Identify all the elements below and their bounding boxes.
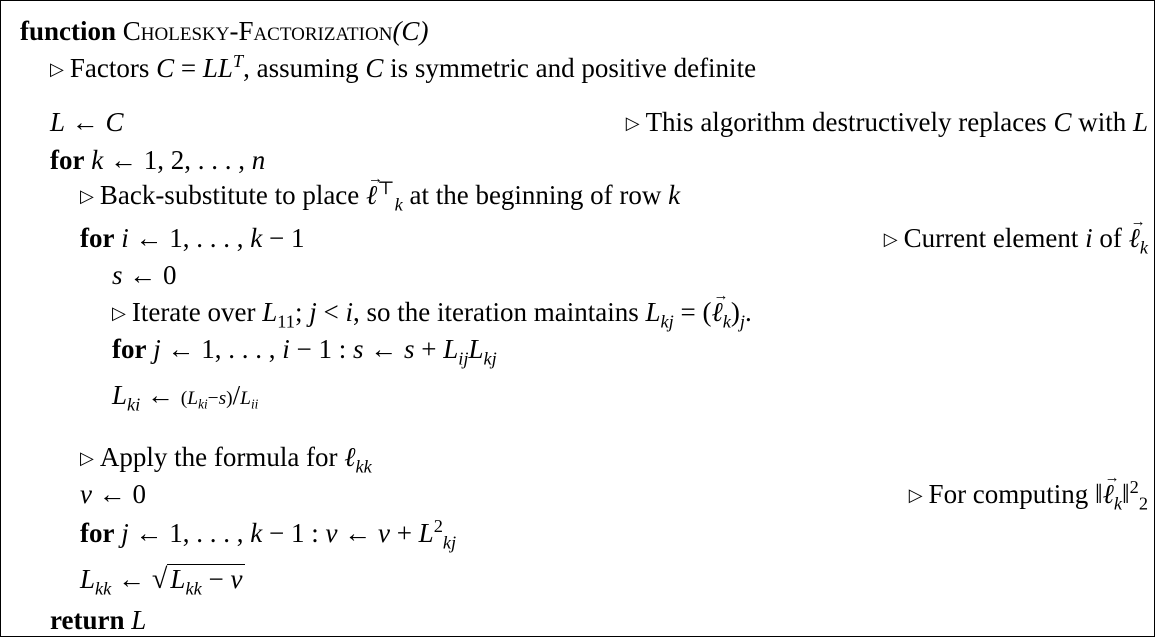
for-j-s-line: for j ← 1, . . . , i − 1 : s ← $s + L_{ij}L_{kj}$ [112, 334, 497, 369]
function-param: (C) [392, 16, 429, 46]
comment-backsub: ▷ Back-substitute to place → ℓ⊤$_k$ at the beginning of row k [80, 178, 1148, 214]
comment-factors: ▷ Factors $C = LL^T$, assuming C is symmetric and positive definite [50, 50, 757, 83]
assign-s-line: s ← 0 [112, 260, 177, 290]
comment-apply: ▷ Apply the formula for ℓ$_{kk}$ [80, 442, 372, 477]
comment-iterate: ▷ Iterate over $L_{11}$; j < i, so the iteration maintains $L_{kj}$ = (→ $\ell_k)_j$. [112, 295, 1148, 331]
function-header [20, 14, 1148, 48]
comment-triangle-icon: ▷ [80, 186, 94, 207]
assign-L-line: L ← C ▷ This algorithm destructively replaces C with L [50, 105, 1148, 139]
comment-triangle-icon: ▷ [908, 485, 923, 506]
comment-triangle-icon: ▷ [80, 448, 94, 469]
comment-triangle-icon: ▷ [883, 229, 898, 250]
assign-v-line: v ← 0 ▷ For computing ‖→ ℓ$_k$‖$^2_2$ [80, 477, 1148, 511]
for-k-line: for k ← 1, 2, . . . , n [50, 145, 266, 175]
return-line: return L [50, 605, 147, 635]
comment-destructive: ▷ This algorithm destructively replaces C with L [625, 107, 1148, 137]
for-i-line: for i ← 1, . . . , k − 1 ▷ Current element i of → ℓ$_k$ [80, 221, 1148, 255]
comment-triangle-icon: ▷ [112, 303, 126, 324]
comment-norm: ▷ For computing ‖→ ℓ$_k$‖$^2_2$ [909, 477, 1148, 513]
comment-current-element: ▷ Current element i of → ℓ$_k$ [884, 221, 1148, 257]
function-keyword: function [20, 16, 117, 46]
comment-triangle-icon: ▷ [625, 113, 640, 134]
function-name: Cholesky-Factorization [122, 16, 393, 46]
assign-Lki-line: $L_{ki}$ ← $(L_{ki}-s)/L_{ii}$ [112, 380, 259, 415]
comment-triangle-icon: ▷ [50, 59, 64, 80]
for-j-v-line: for j ← 1, . . . , k − 1 : v ← $v + L^2_{kj}$ [80, 515, 457, 553]
assign-Lkk-line: $L_{kk}$ ← √ $L_{kk} - v$ [80, 562, 1148, 597]
